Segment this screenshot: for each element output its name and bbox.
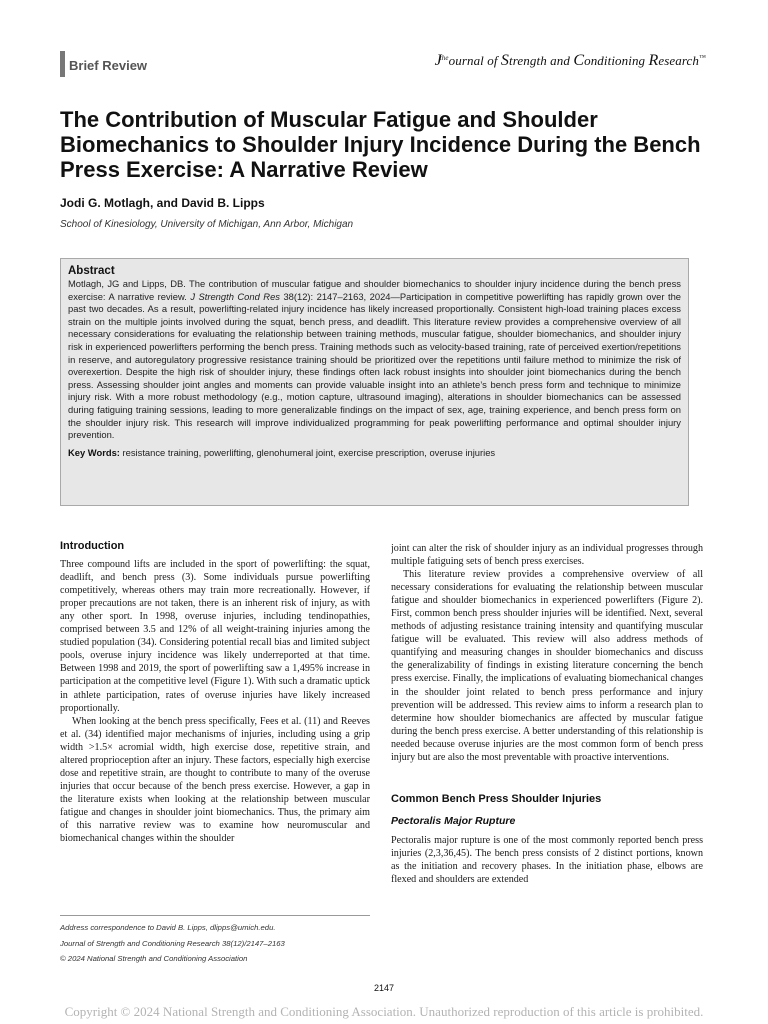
left-column [60,540,370,912]
journal-logo-j: J [434,52,442,69]
page-number: 2147 [373,983,395,993]
abstract-box [60,258,689,506]
pectoralis-heading: Pectoralis Major Rupture [391,814,516,827]
journal-logo [435,52,706,70]
right-column [391,542,703,962]
journal-logo-the: the [439,53,449,62]
journal-logo-s: S [500,52,510,69]
abstract-citation: Motlagh, JG and Lipps, DB. The contribution of muscular fatigue and shoulder biomechanics to shoulder injury incidence during the bench press exercise: A narrative review. [68,278,681,302]
introduction-heading: Introduction [60,540,125,552]
abstract-heading: Abstract [68,265,115,277]
journal-logo-part: ournal of [448,53,501,68]
abstract-text [68,278,681,442]
abstract-body: Participation in competitive powerlifting has rapidly grown over the past two decades. As a result, powerlifting-related injury incidence has likely increased proportionally. Consistent high-load training places excess strain on the multiple joints involved during the squat, bench press, and deadlift. This literature review provides a comprehensive overview of all necessary considerations for evaluating the relationship between training methods, muscular fatigue, shoulder biomechanics, and shoulder injury risk in experienced powerlifters performing the bench press. Training methods such as velocity-based training, rate of perceived exertion/repetitions in reserve, and autoregulatory progressive resistance training should be prioritized over the repetitions until failure method to minimize the risk of overexertion. Despite the high risk of shoulder injury, these findings often lack robust insights into shoulder joint biomechanics during the bench press. Assessing shoulder joint angles and moments can provide valuable insight into an athlete’s bench press form and technique to minimize injury risk. With a more robust methodology (e.g., motion capture, ultrasound imaging), alterations in shoulder biomechanics can be assessed during fatiguing training sessions, leading to more generalizable findings on the impact of sex, age, training experience, and bench press form on the shoulder injury risk. This research will improve individualized programming for peak powerlifting performance and optimal shoulder injury prevention. [68,290,681,441]
footnote-correspondence: Address correspondence to David B. Lipps, dlipps@umich.edu. [60,923,276,932]
abstract-citation-volume: 38(12): 2147–2163, 2024— [279,290,400,302]
keywords [68,447,681,459]
footnote-copyright: © 2024 National Strength and Conditioning Association [60,954,248,963]
footnotes [60,920,370,967]
footnote-divider [60,915,370,916]
article-affiliation: School of Kinesiology, University of Michigan, Ann Arbor, Michigan [60,219,354,230]
footnote-citation: Journal of Strength and Conditioning Research 38(12)/2147–2163 [60,938,285,948]
abstract-citation-journal: J Strength Cond Res [190,290,280,302]
injuries-heading: Common Bench Press Shoulder Injuries [391,792,602,805]
article-authors: Jodi G. Motlagh, and David B. Lipps [60,196,265,210]
journal-logo-tm: ™ [699,53,706,62]
journal-logo-c: C [573,52,585,69]
section-type-bar [60,51,65,77]
section-type-label: Brief Review [69,58,148,73]
introduction-paragraph-2: When looking at the bench press specifically, Fees et al. (11) and Reeves et al. (34) identified major mechanisms of injuries, including using a grip width >1.5× acromial width, high exercise dose, repetitive strain, and altered proprioception after an injury. These factors, especially high exercise dose and repetitive strain, are thought to contribute to many of the overuse injuries that occur because of the bench press exercise. However, a gap in the literature exists when looking at the relationship between muscular fatigue and changes in shoulder joint biomechanics. Thus, the primary aim of this narrative review was to examine how neuromuscular and biomechanical changes within the shoulder [60,715,370,845]
introduction-paragraph-3: joint can alter the risk of shoulder injury as an individual progresses through multiple fatiguing sets of bench press exercises. [391,543,703,568]
copyright-notice: Copyright © 2024 National Strength and Conditioning Association. Unauthorized reproduction of this article is prohibited. [64,1004,704,1019]
keywords-label: Key Words: [68,446,120,458]
journal-logo-r: R [648,52,659,69]
article-title: The Contribution of Muscular Fatigue and Shoulder Biomechanics to Shoulder Injury Incidence During the Bench Press Exercise: A Narrative Review [60,107,701,182]
introduction-paragraph-1: Three compound lifts are included in the sport of powerlifting: the squat, deadlift, and bench press (3). Some individuals pursue powerlifting competitively, whereas others may train more recreationally. However, if proper precautions are not taken, there is an inherent risk of injury, as with any other sport. In 1998, overuse injuries, including tendinopathies, comprised between 3.5 and 12% of all weight-training injuries among the studied population (34). Considering potential recall bias and limited subject pools, overuse injury incidence was likely underreported at that time. Between 1998 and 2019, the sport of powerlifting saw a 1,495% increase in participation at the competitive level (Figure 1). With such a dramatic uptick in athlete participation, rates of overuse injuries have likely increased proportionally. [60,559,370,714]
introduction-paragraph-4: This literature review provides a comprehensive overview of all necessary considerations for evaluating the relationship between muscular fatigue and shoulder biomechanics in experienced powerlifters (Figure 2). First, common bench press shoulder injuries will be identified. Next, several methods of adjusting resistance training intensity and quantifying muscular fatigue will be evaluated. This review will also address methods of quantifying and measuring changes in shoulder biomechanics and discuss the generalizability of findings in existing literature concerning the bench press exercise. Finally, the implications of evaluating biomechanical changes in the shoulder joint related to bench press performance and injury prevention will be addressed. This review aims to inform a research plan to determine how shoulder biomechanics are affected by muscular fatigue during the bench press exercise. A better understanding of this relationship is needed because overuse injuries are the most common form of bench press injury but are also the most preventable with proactive interventions. [391,569,703,763]
pectoralis-paragraph-1: Pectoralis major rupture is one of the most commonly reported bench press injuries (2,3,36,45). The bench press consists of 2 distinct portions, known as the initiation and recovery phases. In the initiation phase, elbows are flexed and shoulders are extended [391,834,703,886]
journal-logo-part: esearch [658,53,700,68]
keywords-list: resistance training, powerlifting, glenohumeral joint, exercise prescription, overuse injuries [119,446,496,458]
journal-logo-part: onditioning [584,53,649,68]
journal-logo-part: trength and [509,53,574,68]
